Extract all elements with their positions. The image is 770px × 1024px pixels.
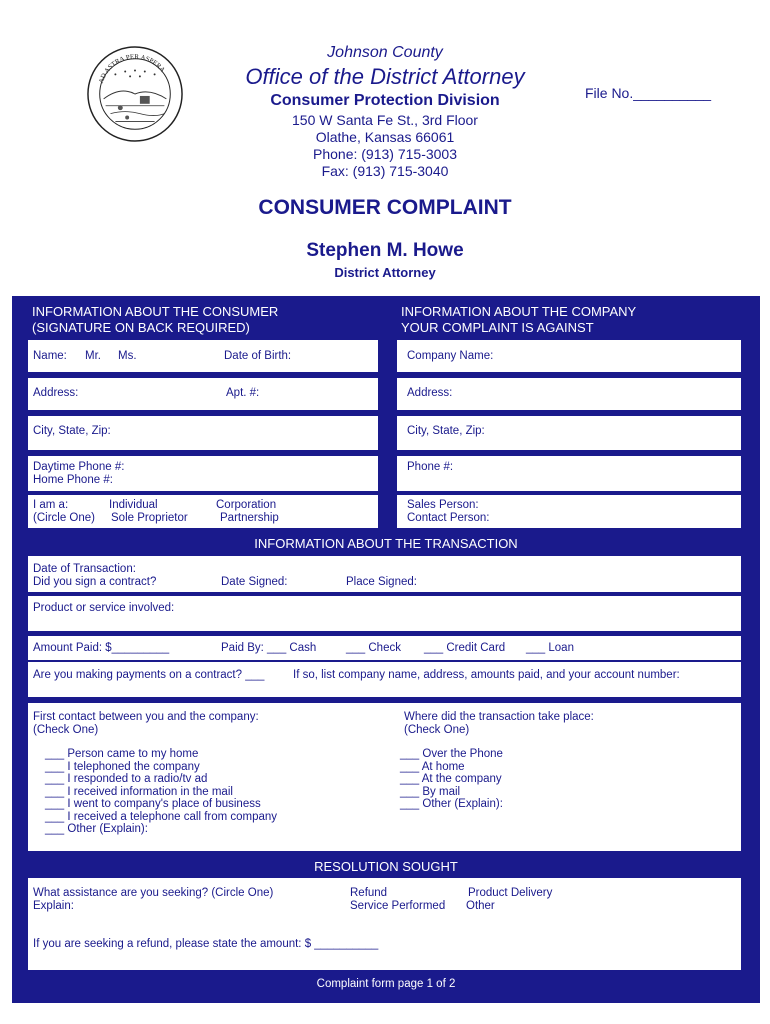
address-line-2: Olathe, Kansas 66061 xyxy=(315,129,455,145)
fax-number: Fax: (913) 715-3040 xyxy=(321,163,449,179)
resolution-field[interactable] xyxy=(28,878,741,970)
office-name: Office of the District Attorney xyxy=(245,64,525,89)
i-am-label: I am a: xyxy=(33,499,69,511)
mr-option[interactable]: Mr. xyxy=(85,350,101,362)
where-label: Where did the transaction take place: xyxy=(404,711,594,723)
corporation-option[interactable]: Corporation xyxy=(216,499,277,511)
svg-text:AD ASTRA PER ASPERA: AD ASTRA PER ASPERA xyxy=(97,53,167,85)
company-contact-field[interactable] xyxy=(397,495,741,528)
contact-option[interactable]: ___ I responded to a radio/tv ad xyxy=(45,773,208,785)
first-contact-check-one: (Check One) xyxy=(33,724,99,736)
contract-label: Did you sign a contract? xyxy=(33,576,157,588)
dob-label: Date of Birth: xyxy=(224,350,292,362)
refund-amount-label: If you are seeking a refund, please state the amount: $ __________ xyxy=(33,938,379,950)
loan-option[interactable]: ___ Loan xyxy=(526,642,574,654)
daytime-phone-label: Daytime Phone #: xyxy=(33,461,125,473)
transaction-heading: INFORMATION ABOUT THE TRANSACTION xyxy=(254,536,518,551)
where-check-one: (Check One) xyxy=(404,724,470,736)
company-name-field[interactable] xyxy=(397,340,741,372)
payments-label: Are you making payments on a contract? ___ xyxy=(33,669,265,681)
partnership-option[interactable]: Partnership xyxy=(220,512,279,524)
company-city-field[interactable] xyxy=(397,416,741,450)
sales-person-label: Sales Person: xyxy=(407,499,479,511)
contact-method-field[interactable] xyxy=(28,703,741,851)
assistance-label: What assistance are you seeking? (Circle One) xyxy=(33,887,274,899)
circle-one-label: (Circle One) xyxy=(33,512,95,524)
resolution-heading: RESOLUTION SOUGHT xyxy=(314,859,458,874)
where-option[interactable]: ___ At the company xyxy=(400,773,502,785)
consumer-city-field[interactable] xyxy=(28,416,378,450)
date-signed-label: Date Signed: xyxy=(221,576,288,588)
where-option[interactable]: ___ By mail xyxy=(400,786,461,798)
ms-option[interactable]: Ms. xyxy=(118,350,137,362)
credit-card-option[interactable]: ___ Credit Card xyxy=(424,642,506,654)
company-heading-1: INFORMATION ABOUT THE COMPANY xyxy=(401,304,637,319)
phone-number: Phone: (913) 715-3003 xyxy=(313,146,457,162)
company-phone-field[interactable] xyxy=(397,456,741,491)
first-contact-label: First contact between you and the company: xyxy=(33,711,259,723)
company-name-label: Company Name: xyxy=(407,350,494,362)
name-label: Name: xyxy=(33,350,67,362)
home-phone-label: Home Phone #: xyxy=(33,474,113,486)
where-option[interactable]: ___ Over the Phone xyxy=(400,748,503,760)
company-address-label: Address: xyxy=(407,387,453,399)
contact-option[interactable]: ___ I telephoned the company xyxy=(45,761,200,773)
contact-person-label: Contact Person: xyxy=(407,512,490,524)
where-option[interactable]: ___ At home xyxy=(400,761,465,773)
explain-label: Explain: xyxy=(33,900,74,912)
company-address-field[interactable] xyxy=(397,378,741,410)
contact-option[interactable]: ___ Other (Explain): xyxy=(45,823,148,835)
complaint-form xyxy=(12,296,760,1003)
consumer-name-field[interactable] xyxy=(28,340,378,372)
city-label: City, State, Zip: xyxy=(33,425,111,437)
refund-option[interactable]: Refund xyxy=(350,887,388,899)
consumer-heading-1: INFORMATION ABOUT THE CONSUMER xyxy=(32,304,279,319)
address-label: Address: xyxy=(33,387,79,399)
company-heading-2: YOUR COMPLAINT IS AGAINST xyxy=(401,320,594,335)
cash-option[interactable]: Paid By: ___ Cash xyxy=(221,642,317,654)
place-signed-label: Place Signed: xyxy=(346,576,417,588)
file-number-field[interactable]: File No.__________ xyxy=(585,85,712,101)
where-option[interactable]: ___ Other (Explain): xyxy=(400,798,503,810)
county-name: Johnson County xyxy=(327,44,443,61)
contact-option[interactable]: ___ I went to company's place of business xyxy=(45,798,261,810)
check-option[interactable]: ___ Check xyxy=(346,642,401,654)
sole-proprietor-option[interactable]: Sole Proprietor xyxy=(111,512,188,524)
consumer-phone-field[interactable] xyxy=(28,456,378,491)
contact-option[interactable]: ___ Person came to my home xyxy=(45,748,199,760)
company-phone-label: Phone #: xyxy=(407,461,454,473)
individual-option[interactable]: Individual xyxy=(109,499,158,511)
contact-option[interactable]: ___ I received information in the mail xyxy=(45,786,233,798)
consumer-type-field[interactable] xyxy=(28,495,378,528)
transaction-date-label: Date of Transaction: xyxy=(33,563,136,575)
payment-field[interactable] xyxy=(28,636,741,660)
amount-paid-label: Amount Paid: $_________ xyxy=(33,642,170,654)
product-delivery-option[interactable]: Product Delivery xyxy=(468,887,553,899)
contact-option[interactable]: ___ I received a telephone call from company xyxy=(45,811,278,823)
kansas-seal-image xyxy=(86,45,184,143)
product-label: Product or service involved: xyxy=(33,602,175,614)
company-city-label: City, State, Zip: xyxy=(407,425,485,437)
page-footer: Complaint form page 1 of 2 xyxy=(316,978,456,990)
address-line-1: 150 W Santa Fe St., 3rd Floor xyxy=(292,112,478,128)
contract-payments-field[interactable] xyxy=(28,662,741,697)
product-field[interactable] xyxy=(28,596,741,631)
other-option[interactable]: Other xyxy=(466,900,495,912)
form-title: CONSUMER COMPLAINT xyxy=(258,196,512,219)
district-attorney-title: District Attorney xyxy=(334,265,436,280)
division-name: Consumer Protection Division xyxy=(270,92,500,109)
service-performed-option[interactable]: Service Performed xyxy=(350,900,446,912)
consumer-address-field[interactable] xyxy=(28,378,378,410)
transaction-date-field[interactable] xyxy=(28,556,741,592)
consumer-heading-2: (SIGNATURE ON BACK REQUIRED) xyxy=(32,320,250,335)
account-details-label: If so, list company name, address, amounts paid, and your account number: xyxy=(293,669,680,681)
apt-label: Apt. #: xyxy=(226,387,260,399)
district-attorney-name: Stephen M. Howe xyxy=(306,240,464,261)
